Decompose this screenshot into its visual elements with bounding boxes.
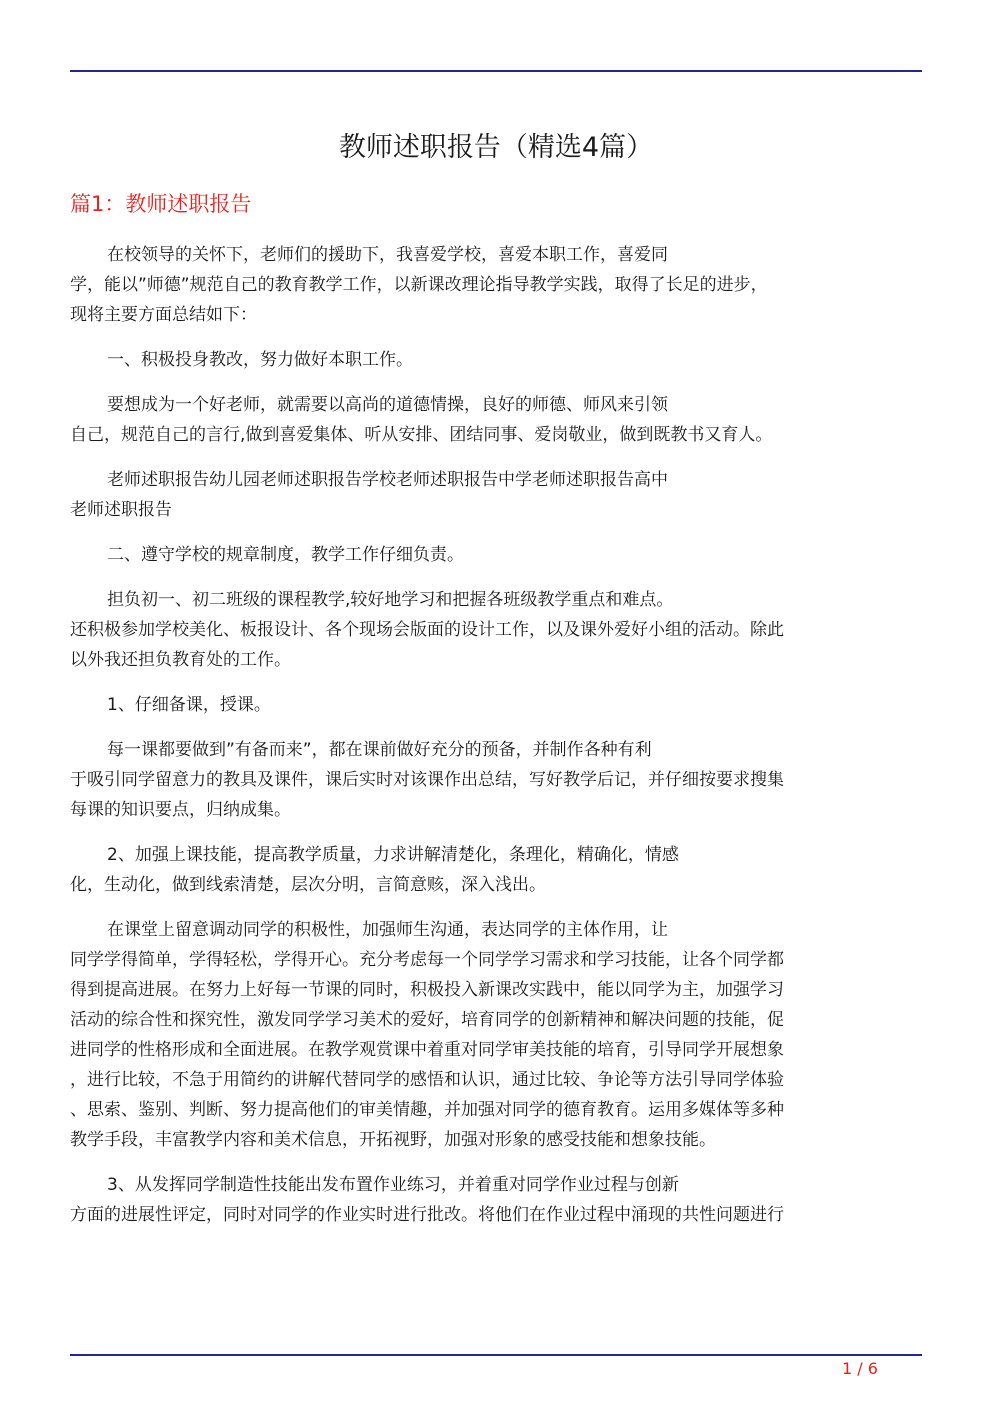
paragraph-line: 同学学得简单，学得轻松，学得开心。充分考虑每一个同学学习需求和学习技能，让各个同学都 (70, 950, 784, 970)
paragraph-line: 教学手段，丰富教学内容和美术信息，开拓视野，加强对形象的感受技能和想象技能。 (70, 1130, 716, 1150)
paragraph-line: 二、遵守学校的规章制度，教学工作仔细负责。 (107, 545, 464, 565)
body-paragraph (70, 585, 912, 675)
paragraph-line: 老师述职报告 (70, 500, 172, 520)
paragraph-line: ，进行比较，不急于用简约的讲解代替同学的感悟和认识，通过比较、争论等方法引导同学体验 (70, 1070, 784, 1090)
paragraph-line: 还积极参加学校美化、板报设计、各个现场会版面的设计工作，以及课外爱好小组的活动。除此 (70, 620, 784, 640)
body-paragraph (70, 345, 912, 375)
body-paragraph (70, 540, 912, 570)
document-title: 教师述职报告（精选4篇） (338, 132, 654, 163)
paragraph-line: 、思索、鉴别、判断、努力提高他们的审美情趣，并加强对同学的德育教育。运用多媒体等多种 (70, 1100, 784, 1120)
paragraph-line: 每课的知识要点，归纳成集。 (70, 800, 291, 820)
body-paragraph (70, 240, 912, 330)
body-paragraph (70, 915, 912, 1155)
header-rule (70, 70, 922, 72)
paragraph-line: 得到提高进展。在努力上好每一节课的同时，积极投入新课改实践中，能以同学为主，加强学习 (70, 980, 784, 1000)
paragraph-line: 于吸引同学留意力的教具及课件，课后实时对该课作出总结，写好教学后记，并仔细按要求搜集 (70, 770, 784, 790)
body-paragraph (70, 465, 912, 525)
paragraph-line: 现将主要方面总结如下： (70, 305, 257, 325)
paragraph-line: 活动的综合性和探究性，激发同学学习美术的爱好，培育同学的创新精神和解决问题的技能，促 (70, 1010, 784, 1030)
body-paragraph (70, 1170, 912, 1230)
paragraph-line: 1、仔细备课，授课。 (107, 695, 271, 715)
section-heading: 篇1：教师述职报告 (70, 192, 252, 216)
paragraph-line: 以外我还担负教育处的工作。 (70, 650, 291, 670)
paragraph-line: 老师述职报告幼儿园老师述职报告学校老师述职报告中学老师述职报告高中 (107, 470, 668, 490)
paragraph-line: 3、从发挥同学制造性技能出发布置作业练习，并着重对同学作业过程与创新 (107, 1175, 679, 1195)
paragraph-line: 在课堂上留意调动同学的积极性，加强师生沟通，表达同学的主体作用，让 (107, 920, 668, 940)
paragraph-line: 每一课都要做到”有备而来”，都在课前做好充分的预备，并制作各种有利 (107, 740, 652, 760)
paragraph-line: 化，生动化，做到线索清楚，层次分明，言简意赅，深入浅出。 (70, 875, 546, 895)
document-body (70, 240, 912, 1245)
paragraph-line: 学，能以”师德”规范自己的教育教学工作，以新课改理论指导教学实践，取得了长足的进步， (70, 275, 768, 295)
paragraph-line: 2、加强上课技能，提高教学质量，力求讲解清楚化，条理化，精确化，情感 (107, 845, 679, 865)
paragraph-line: 一、积极投身教改，努力做好本职工作。 (107, 350, 413, 370)
body-paragraph (70, 840, 912, 900)
page-number: 1 / 6 (842, 1359, 878, 1378)
paragraph-line: 自己，规范自己的言行,做到喜爱集体、听从安排、团结同事、爱岗敬业，做到既教书又育人。 (70, 425, 773, 445)
paragraph-line: 在校领导的关怀下，老师们的援助下，我喜爱学校，喜爱本职工作，喜爱同 (107, 245, 668, 265)
body-paragraph (70, 735, 912, 825)
paragraph-line: 进同学的性格形成和全面进展。在教学观赏课中着重对同学审美技能的培育，引导同学开展想象 (70, 1040, 784, 1060)
footer-rule (70, 1354, 922, 1356)
body-paragraph (70, 690, 912, 720)
paragraph-line: 担负初一、初二班级的课程教学,较好地学习和把握各班级教学重点和难点。 (107, 590, 674, 610)
body-paragraph (70, 390, 912, 450)
paragraph-line: 要想成为一个好老师，就需要以高尚的道德情操，良好的师德、师风来引领 (107, 395, 668, 415)
paragraph-line: 方面的进展性评定，同时对同学的作业实时进行批改。将他们在作业过程中涌现的共性问题进行 (70, 1205, 784, 1225)
